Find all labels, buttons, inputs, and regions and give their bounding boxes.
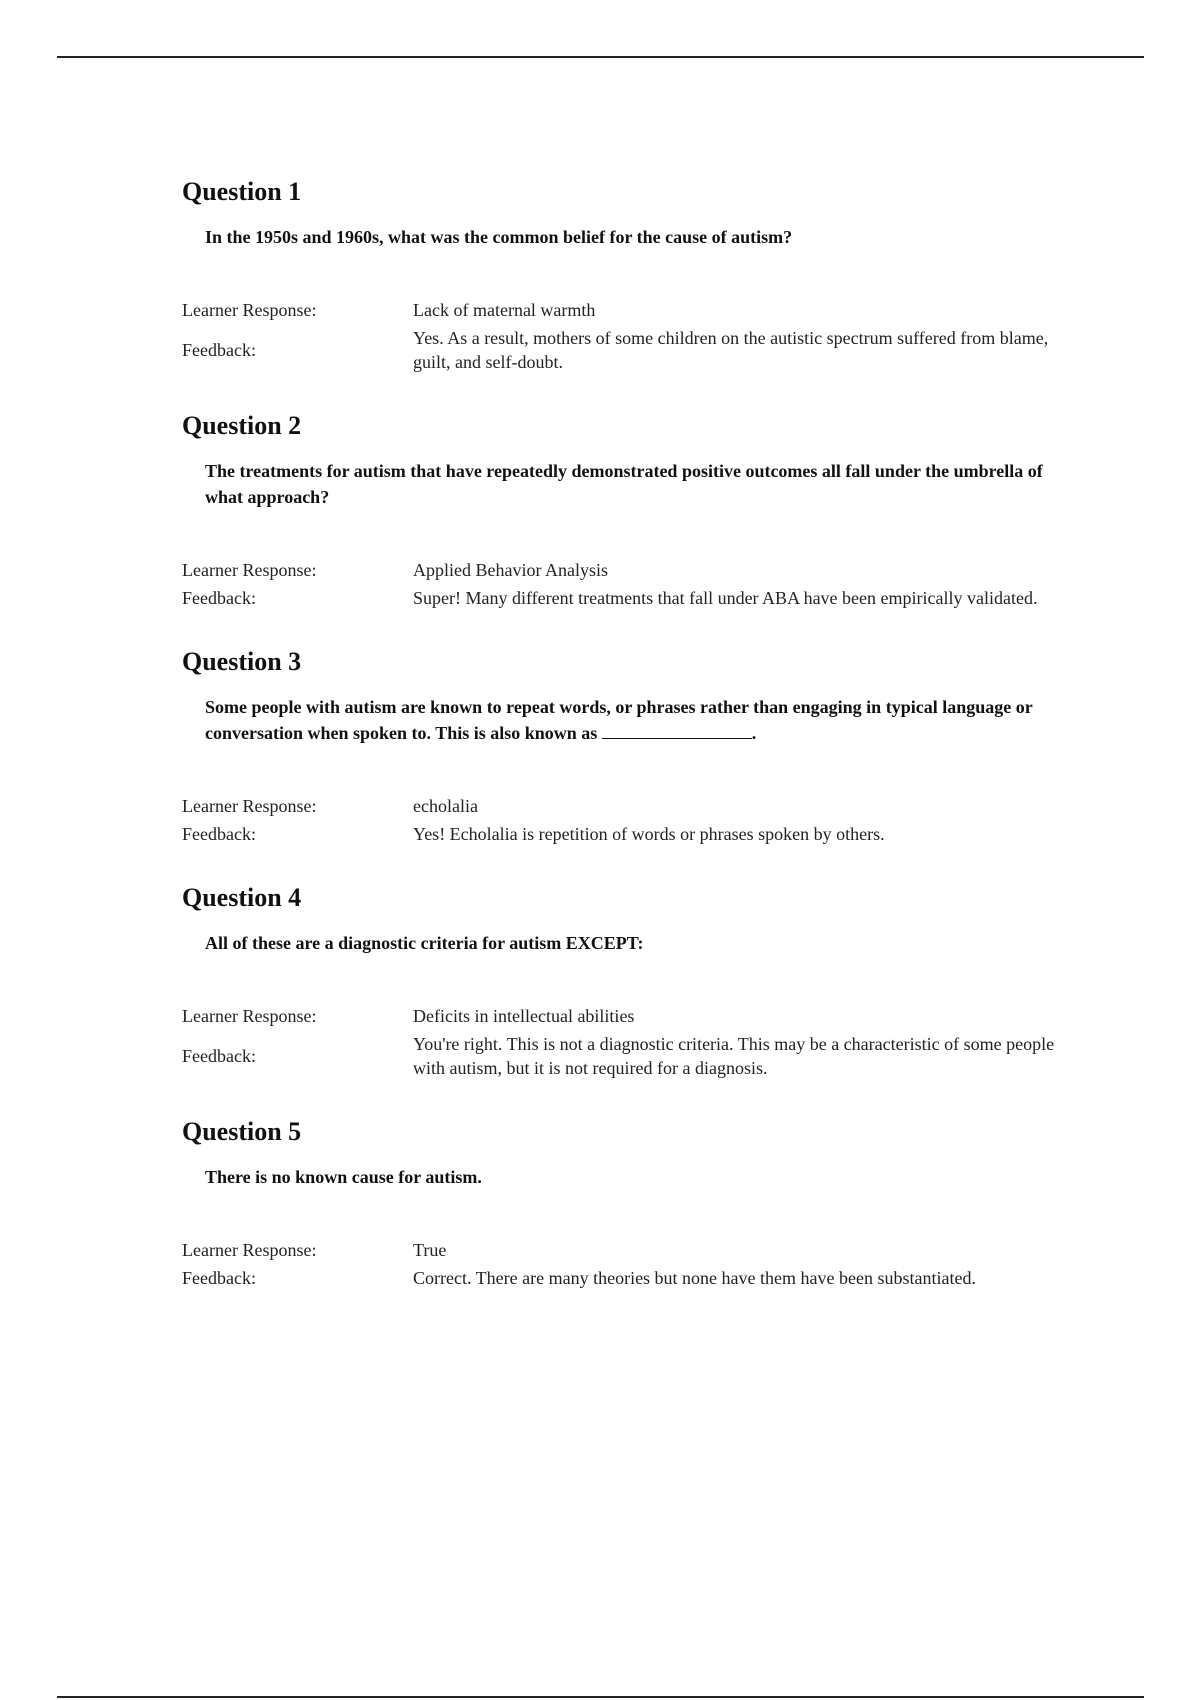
learner-response-value: Deficits in intellectual abilities [413, 1006, 635, 1026]
question-4 [182, 876, 1082, 1110]
bottom-rule [57, 1696, 1144, 1698]
feedback-value: Correct. There are many theories but none have them have been substantiated. [413, 1268, 976, 1288]
learner-response-label: Learner Response: [182, 1006, 317, 1026]
fill-in-blank [602, 724, 752, 739]
question-3 [182, 640, 1082, 876]
feedback-value: Yes. As a result, mothers of some children on the autistic spectrum suffered from blame, guilt, and self-doubt. [413, 328, 1049, 372]
feedback-label: Feedback: [182, 340, 256, 360]
question-text [205, 694, 1055, 746]
question-text-main: Some people with autism are known to repeat words, or phrases rather than engaging in typical language or conversation when spoken to. This is also known as [205, 697, 1033, 743]
learner-response-label: Learner Response: [182, 300, 317, 320]
question-title: Question 4 [182, 883, 302, 912]
response-table [182, 794, 1063, 846]
question-title: Question 5 [182, 1117, 302, 1146]
learner-response-value: Applied Behavior Analysis [413, 560, 608, 580]
feedback-label: Feedback: [182, 1046, 256, 1066]
learner-response-label: Learner Response: [182, 1240, 317, 1260]
question-text: The treatments for autism that have repeatedly demonstrated positive outcomes all fall under the umbrella of what approach? [205, 461, 1043, 507]
question-2 [182, 404, 1082, 640]
response-table [182, 1238, 1063, 1290]
response-table [182, 558, 1063, 610]
feedback-label: Feedback: [182, 824, 256, 844]
question-text: There is no known cause for autism. [205, 1167, 482, 1187]
feedback-value: Super! Many different treatments that fall under ABA have been empirically validated. [413, 588, 1038, 608]
feedback-label: Feedback: [182, 588, 256, 608]
feedback-label: Feedback: [182, 1268, 256, 1288]
learner-response-label: Learner Response: [182, 560, 317, 580]
question-1 [182, 170, 1082, 404]
question-title: Question 2 [182, 411, 302, 440]
question-5 [182, 1110, 1082, 1290]
response-table [182, 1004, 1063, 1080]
feedback-value: Yes! Echolalia is repetition of words or phrases spoken by others. [413, 824, 885, 844]
response-table [182, 298, 1063, 374]
question-text: In the 1950s and 1960s, what was the common belief for the cause of autism? [205, 227, 793, 247]
feedback-value: You're right. This is not a diagnostic criteria. This may be a characteristic of some people with autism, but it is not required for a diagnosis. [413, 1034, 1055, 1078]
learner-response-value: True [413, 1240, 447, 1260]
question-title: Question 3 [182, 647, 302, 676]
learner-response-value: Lack of maternal warmth [413, 300, 596, 320]
learner-response-value: echolalia [413, 796, 478, 816]
question-text: All of these are a diagnostic criteria for autism EXCEPT: [205, 933, 644, 953]
top-rule [57, 56, 1144, 58]
learner-response-label: Learner Response: [182, 796, 317, 816]
quiz-results [182, 170, 1082, 1290]
question-title: Question 1 [182, 177, 302, 206]
question-text-end: . [751, 723, 757, 743]
